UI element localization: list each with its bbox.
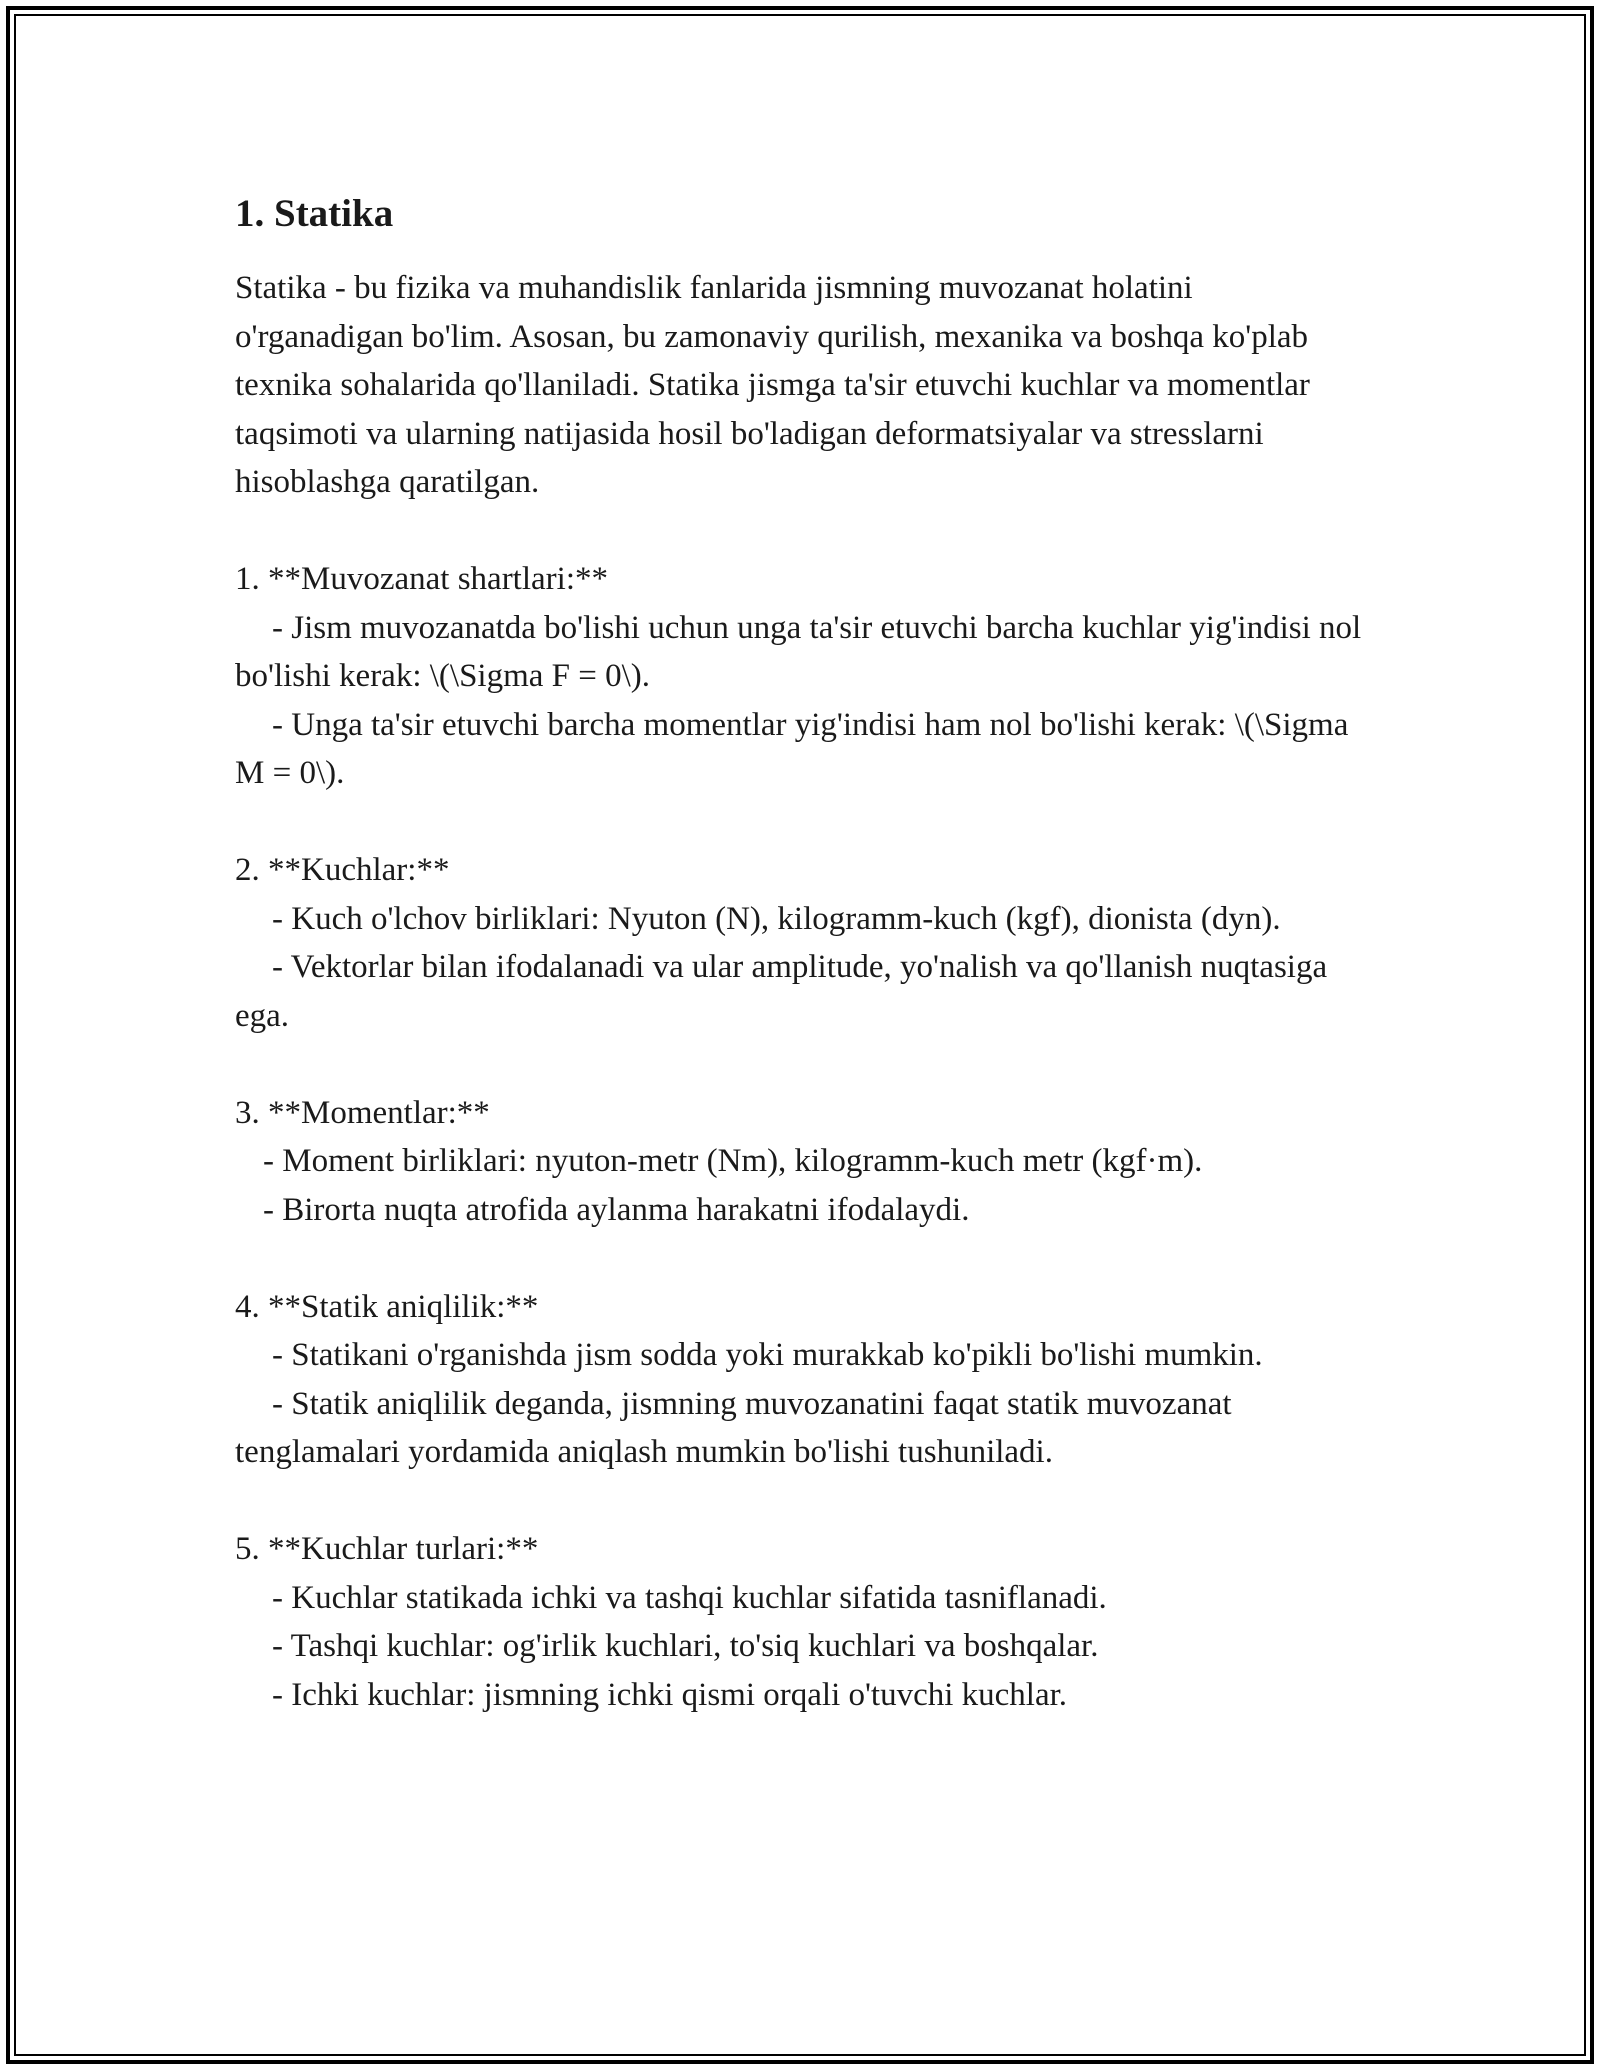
intro-paragraph: Statika - bu fizika va muhandislik fanlarida jismning muvozanat holatini o'rganadigan bo'lim. Asosan, bu zamonaviy qurilish, mexanika va boshqa ko'plab texnika sohalarida qo'llaniladi. Statika jismga ta'sir etuvchi kuchlar va momentlar taqsimoti va ularning natijasida hosil bo'ladigan deformatsiyalar va stresslarni hisoblashga qaratilgan. [235, 270, 1319, 500]
list-item: - Vektorlar bilan ifodalanadi va ular amplitude, yo'nalish va qo'llanish nuqtasiga ega. [235, 949, 1336, 1034]
list-item: - Unga ta'sir etuvchi barcha momentlar yig'indisi ham nol bo'lishi kerak: \(\Sigma M = 0\). [235, 706, 1357, 791]
list-item: - Moment birliklari: nyuton-metr (Nm), kilogramm-kuch metr (kgf·m). [263, 1143, 1203, 1179]
document-title: 1. Statika [235, 192, 394, 235]
list-item: - Ichki kuchlar: jismning ichki qismi orqali o'tuvchi kuchlar. [272, 1676, 1068, 1713]
section-heading: 5. **Kuchlar turlari:** [235, 1531, 539, 1567]
list-item: - Birorta nuqta atrofida aylanma harakatni ifodalaydi. [263, 1191, 970, 1228]
section-kuchlar-turlari [235, 1525, 1365, 1719]
section-muvozanat-shartlari [235, 555, 1370, 798]
spacer [235, 507, 1365, 556]
section-statik-aniqlilik [235, 1283, 1365, 1477]
list-item: - Jism muvozanatda bo'lishi uchun unga ta'sir etuvchi barcha kuchlar yig'indisi nol bo'lishi kerak: \(\Sigma F = 0\). [235, 609, 1370, 694]
list-item: - Statikani o'rganishda jism sodda yoki murakkab ko'pikli bo'lishi mumkin. [272, 1337, 1263, 1373]
list-item: - Tashqi kuchlar: og'irlik kuchlari, to'siq kuchlari va boshqalar. [272, 1628, 1099, 1664]
spacer [235, 1477, 1365, 1526]
spacer [235, 798, 1365, 847]
section-momentlar [235, 1089, 1365, 1235]
section-heading: 3. **Momentlar:** [235, 1094, 490, 1131]
spacer [235, 1040, 1365, 1089]
list-item: - Kuch o'lchov birliklari: Nyuton (N), kilogramm-kuch (kgf), dionista (dyn). [272, 900, 1281, 937]
section-kuchlar [235, 846, 1365, 1040]
section-heading: 4. **Statik aniqlilik:** [235, 1288, 539, 1325]
spacer [235, 1234, 1365, 1283]
document-page [235, 186, 1370, 1719]
section-heading: 1. **Muvozanat shartlari:** [235, 561, 608, 597]
list-item: - Kuchlar statikada ichki va tashqi kuchlar sifatida tasniflanadi. [272, 1579, 1107, 1616]
list-item: - Statik aniqlilik deganda, jismning muvozanatini faqat statik muvozanat tenglamalari yordamida aniqlash mumkin bo'lishi tushuniladi. [235, 1385, 1240, 1470]
section-heading: 2. **Kuchlar:** [235, 852, 450, 888]
